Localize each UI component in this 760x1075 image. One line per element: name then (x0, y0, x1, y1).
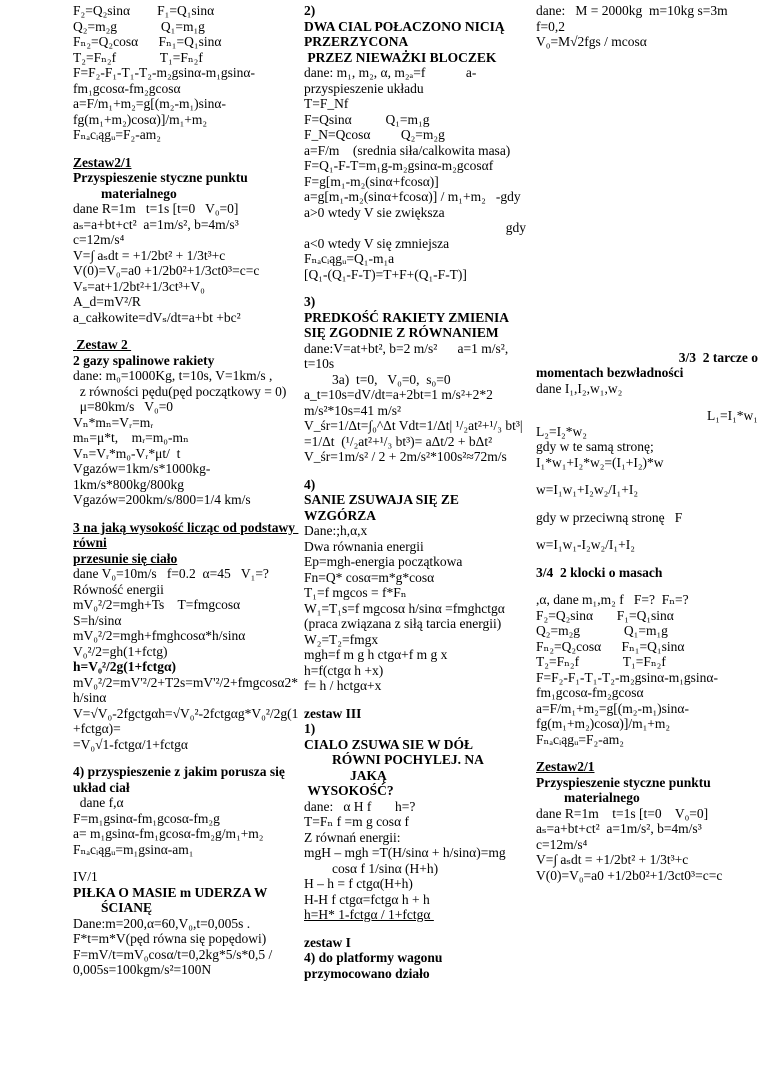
text-line: F₂=Q₂sinα F₁=Q₁sinα (73, 3, 215, 18)
spacer (536, 470, 758, 482)
text-line: T₂=Fₙ₂f T₁=Fₙ₂f (73, 49, 203, 65)
spacer (536, 498, 758, 510)
spacer (536, 242, 758, 266)
section-heading: zestaw I (304, 934, 351, 950)
section-heading: JAKĄ (350, 767, 387, 783)
section-heading: Zestaw2/1 (536, 759, 595, 774)
text-line: a= m₁gsinα-fm₁gcosα-fm₂g/m₁+m₂ (73, 826, 264, 841)
text-line: dane V₀=10m/s f=0.2 α=45 V₁=? (73, 566, 269, 581)
text-line: L₁=I₁*w₁ (707, 408, 758, 423)
spacer (536, 338, 758, 350)
text-line: Vgazów=200km/s/800=1/4 km/s (73, 492, 251, 507)
text-line: Dwa równania energii (304, 538, 424, 554)
text-line: dane:V=at+bt², b=2 m/s² a=1 m/s², t=10s (304, 340, 512, 371)
text-line: mgH – mgh =T(H/sinα + h/sinα)=mg (304, 845, 506, 860)
text-line: 3a) t=0, V₀=0, s₀=0 (332, 371, 451, 387)
column-right (536, 3, 758, 883)
text-line: V₀=M√2fgs / mcosα (536, 34, 647, 49)
section-heading: h=V₀²/2g(1+fctgα) (73, 659, 176, 674)
text-line: Fₙ₂=Q₂cosα Fₙ₁=Q₁sinα (536, 638, 685, 654)
text-line: T=F_Nf (304, 96, 349, 111)
section-heading: 3/3 2 tarcze o (678, 349, 758, 365)
text-line: f=0,2 (536, 18, 565, 34)
text-line: F_N=Qcosα Q₂=m₂g (304, 127, 445, 142)
text-line: W₂=T₂=fmgx (304, 631, 379, 647)
text-line: V(0)=V₀=a0 +1/2b0²+1/3ct0³=c=c (73, 263, 260, 278)
text-line: Vₙ*mₙ=Vᵣ=mᵣ (73, 414, 154, 430)
section-heading: WYSOKOŚĆ? (304, 783, 394, 798)
text-line: h=H* 1-fctgα / 1+fctgα (304, 907, 434, 922)
spacer (536, 314, 758, 338)
text-line: V₀²/2=gh(1+fctg) (73, 643, 168, 659)
text-line: mV₀²/2=mgh+fmghcosα*h/sinα (73, 628, 246, 643)
text-line: Fₙₐcᵢągᵤ=F₂-am₂ (536, 731, 624, 747)
text-line: a<0 wtedy V się zmniejsza (304, 235, 450, 251)
text-line: Q₂=m₂g Q₁=m₁g (536, 623, 668, 638)
text-line: V=√V₀-2fgctgαh=√V₀²-2fctgαg*V₀²/2g(1+fctgα)= (73, 705, 299, 736)
text-line: F=g[m₁-m₂(sinα+fcosα)] (304, 173, 439, 189)
text-line: ,α, dane m₁,m₂ f F=? Fₙ=? (536, 592, 689, 607)
spacer (73, 508, 301, 520)
text-line: a=F/m (srednia siła/calkowita masa) (304, 142, 511, 158)
text-line: Vₙ=Vᵣ*m₀-Vᵣ*μt/ t (73, 445, 181, 461)
section-heading: Zestaw2/1 (73, 154, 132, 170)
text-line: a=F/m₁+m₂=g[(m₂-m₁)sinα-fg(m₁+m₂)cosα)]/m₁+m₂ (73, 96, 226, 127)
text-line: mV₀²/2=mgh+Ts T=fmgcosα (73, 597, 241, 612)
spacer (304, 923, 526, 935)
text-line: dane R=1m t=1s [t=0 V₀=0] (73, 201, 239, 216)
text-line: F=F₂-F₁-T₁-T₂-m₂gsinα-m₁gsinα-fm₁gcosα-fm₂gcosα (73, 65, 255, 96)
text-line: Fₙₐcᵢągᵤ=Q₁-m₁a (304, 251, 395, 266)
text-line: =V₀√1-fctgα/1+fctgα (73, 736, 188, 752)
column-left (73, 3, 301, 978)
section-heading: 2 gazy spalinowe rakiety (73, 352, 218, 368)
spacer (536, 146, 758, 170)
text-line: aₛ=a+bt+ct² a=1m/s², b=4m/s³ (536, 821, 702, 836)
text-line: gdy w te samą stronę; (536, 439, 654, 454)
section-heading: przymocowano działo (304, 965, 430, 981)
section-heading: ŚCIANĘ (101, 900, 153, 915)
text-line: mV₀²/2=mV'²/2+T2s=mV'²/2+fmgcosα2*h/sinα (73, 674, 298, 705)
section-heading: 4) przyspieszenie z jakim porusza się układ ciał (73, 764, 289, 795)
spacer (73, 143, 301, 155)
section-heading: PREDKOŚĆ RAKIETY ZMIENIA SIĘ ZGODNIE Z RÓWNANIEM (304, 309, 512, 340)
spacer (536, 218, 758, 242)
text-line: c=12m/s⁴ (536, 836, 588, 852)
text-line: F₂=Q₂sinα F₁=Q₁sinα (536, 607, 674, 623)
text-line: w=I₁w₁+I₂w₂/I₁+I₂ (536, 482, 639, 497)
text-line: (praca związana z siłą tarcia energii) (304, 616, 502, 631)
text-line: Vgazów=1km/s*1000kg-1km/s*800kg/800kg (73, 461, 211, 492)
text-line: Q₂=m₂g Q₁=m₁g (73, 18, 205, 34)
text-line: Vₛ=at+1/2bt²+1/3ct³+V₀ (73, 278, 205, 294)
spacer (536, 266, 758, 290)
section-heading: przesunie się ciało (73, 550, 178, 566)
section-heading: 3 na jaką wysokość licząc od podstawy równi (73, 519, 299, 550)
text-line: F=F₂-F₁-T₁-T₂-m₂gsinα-m₁gsinα-fm₁gcosα-fm₂gcosα (536, 669, 718, 700)
text-line: f= h / hctgα+x (304, 678, 382, 693)
section-heading: Przyspieszenie styczne punktu (73, 170, 248, 185)
spacer (536, 747, 758, 759)
column-middle (304, 3, 526, 981)
spacer (536, 170, 758, 194)
section-heading: 3/4 2 klocki o masach (536, 564, 663, 580)
spacer (73, 752, 301, 764)
text-line: dane: m₀=1000Kg, t=10s, V=1km/s , (73, 368, 273, 383)
text-line: I₁*w₁+I₂*w₂=(I₁+I₂)*w (536, 454, 664, 470)
text-line: F=Q₁-F-T=m₁g-m₂gsinα-m₂gcosαf (304, 158, 494, 173)
spacer (304, 694, 526, 706)
text-line: F=m₁gsinα-fm₁gcosα-fm₂g (73, 810, 220, 826)
section-heading: PRZEZ NIEWAŻKI BLOCZEK (304, 49, 497, 65)
section-heading: 1) (304, 721, 316, 736)
text-line: A_d=mV²/R a_całkowite=dVₛ/dt=a+bt +bc² (73, 294, 241, 325)
text-line: S=h/sinα (73, 612, 122, 628)
text-line: [Q₁-(Q₁-F-T)=T+F+(Q₁-F-T)] (304, 266, 467, 282)
text-line: a=g[m₁-m₂(sinα+fcosα)] / m₁+m₂ -gdy a>0 wtedy V sie zwiększa (304, 189, 525, 220)
spacer (536, 290, 758, 314)
text-line: F=mV/t=mV₀cosα/t=0,2kg*5/s*0,5 / 0,005s=100kgm/s²=100N (73, 946, 276, 977)
text-line: c=12m/s⁴ (73, 232, 125, 247)
section-heading: Zestaw 2 (73, 337, 132, 352)
text-line: Dane:;h,α,x (304, 523, 368, 538)
text-line: Ep=mgh-energia początkowa (304, 554, 463, 569)
spacer (536, 74, 758, 98)
text-line: H – h = f ctgα(H+h) (304, 876, 413, 891)
text-line: dane: M = 2000kg m=10kg s=3m (536, 3, 728, 18)
text-line: T₂=Fₙ₂f T₁=Fₙ₂f (536, 654, 666, 669)
text-line: Fn=Q* cosα=m*g*cosα (304, 569, 435, 585)
section-heading: momentach bezwładności (536, 365, 684, 380)
text-line: mgh=f m g h ctgα+f m g x (304, 647, 448, 662)
text-line: Fₙ₂=Q₂cosα Fₙ₁=Q₁sinα (73, 34, 222, 49)
text-line: Równość energii (73, 581, 164, 597)
text-line: a=F/m₁+m₂=g[(m₂-m₁)sinα-fg(m₁+m₂)cosα)]/m₁+m₂ (536, 700, 689, 731)
section-heading: 3) (304, 294, 316, 309)
text-line: h=f(ctgα h +x) (304, 662, 384, 678)
text-line: mₙ=μ*t, mᵣ=m₀-mₙ (73, 430, 189, 445)
section-heading: 4) do platformy wagonu (304, 950, 443, 965)
section-heading: 4) (304, 476, 316, 492)
section-heading: RÓWNI POCHYLEJ. NA (332, 752, 484, 767)
spacer (73, 325, 301, 337)
text-line: gdy w przeciwną stronę F (536, 509, 683, 525)
text-line: Fₙₐcᵢągᵤ=m₁gsinα-am₁ (73, 841, 194, 857)
section-heading: PIŁKA O MASIE m UDERZA W (73, 884, 268, 900)
spacer (536, 98, 758, 122)
spacer (536, 194, 758, 218)
section-heading: materialnego (101, 185, 177, 201)
section-heading: zestaw III (304, 705, 362, 721)
text-line: V=∫ aₛdt = +1/2bt² + 1/3t³+c (73, 247, 226, 263)
text-line: Dane:m=200,α=60,V₀,t=0,005s . (73, 915, 251, 931)
text-line: cosα f 1/sinα (H+h) (332, 860, 439, 876)
section-heading: CIALO ZSUWA SIE W DÓŁ (304, 736, 474, 752)
text-line: dane: m₁, m₂, α, m₂ₐ=f a-przyspieszenie układu (304, 65, 477, 96)
spacer (73, 857, 301, 869)
text-line: IV/1 (73, 869, 98, 884)
text-line: gdy (505, 220, 526, 235)
text-line: dane R=1m t=1s [t=0 V₀=0] (536, 805, 709, 821)
spacer (536, 525, 758, 537)
section-heading: SANIE ZSUWAJA SIĘ ZE WZGÓRZA (304, 492, 463, 523)
spacer (536, 122, 758, 146)
spacer (536, 396, 758, 408)
spacer (536, 553, 758, 565)
text-line: F=Qsinα Q₁=m₁g (304, 111, 430, 127)
text-line: aₛ=a+bt+ct² a=1m/s², b=4m/s³ (73, 216, 239, 232)
spacer (536, 580, 758, 592)
text-line: V(0)=V₀=a0 +1/2b0²+1/3ct0³=c=c (536, 867, 723, 883)
text-line: V_śr=1/Δt=∫₀^Δt Vdt=1/Δt| ¹/₂at²+¹/₃ bt³| =1/Δt (¹/₂at²+¹/₃ bt³)= aΔt/2 + bΔt² (304, 418, 526, 449)
spacer (304, 282, 526, 294)
text-line: W₁=T₁s=f mgcosα h/sinα =fmghctgα (304, 600, 505, 616)
section-heading: materialnego (564, 790, 640, 805)
text-line: L₂=I₂*w₂ (536, 423, 587, 439)
text-line: V=∫ aₛdt = +1/2bt² + 1/3t³+c (536, 852, 689, 867)
text-line: V_śr=1m/s² / 2 + 2m/s²*100s²≈72m/s (304, 449, 507, 464)
text-line: dane f,α (73, 795, 124, 810)
text-line: dane I₁,I₂,w₁,w₂ (536, 380, 623, 396)
text-line: H-H f ctgα=fctgα h + h (304, 891, 430, 907)
text-line: T₁=f mgcos = f*Fₙ (304, 585, 407, 600)
text-line: T=Fₙ f =m g cosα f (304, 814, 410, 829)
spacer (536, 50, 758, 74)
text-line: Z równań energii: (304, 829, 401, 845)
text-line: F*t=m*V(pęd równa się popędowi) (73, 931, 267, 946)
text-line: dane: α H f h=? (304, 798, 416, 814)
section-heading: Przyspieszenie styczne punktu (536, 774, 711, 790)
text-line: Fₙₐcᵢągᵤ=F₂-am₂ (73, 127, 161, 142)
text-line: w=I₁w₁-I₂w₂/I₁+I₂ (536, 537, 635, 552)
text-line: μ=80km/s V₀=0 (73, 399, 174, 414)
spacer (304, 465, 526, 477)
section-heading: 2) (304, 3, 316, 18)
text-line: a_t=10s=dV/dt=a+2bt=1 m/s²+2*2 m/s²*10s=41 m/s² (304, 387, 497, 418)
text-line: z równości pędu(pęd początkowy = 0) (73, 383, 287, 399)
section-heading: DWA CIAL POŁACZONO NICIĄ PRZERZYCONA (304, 18, 509, 49)
